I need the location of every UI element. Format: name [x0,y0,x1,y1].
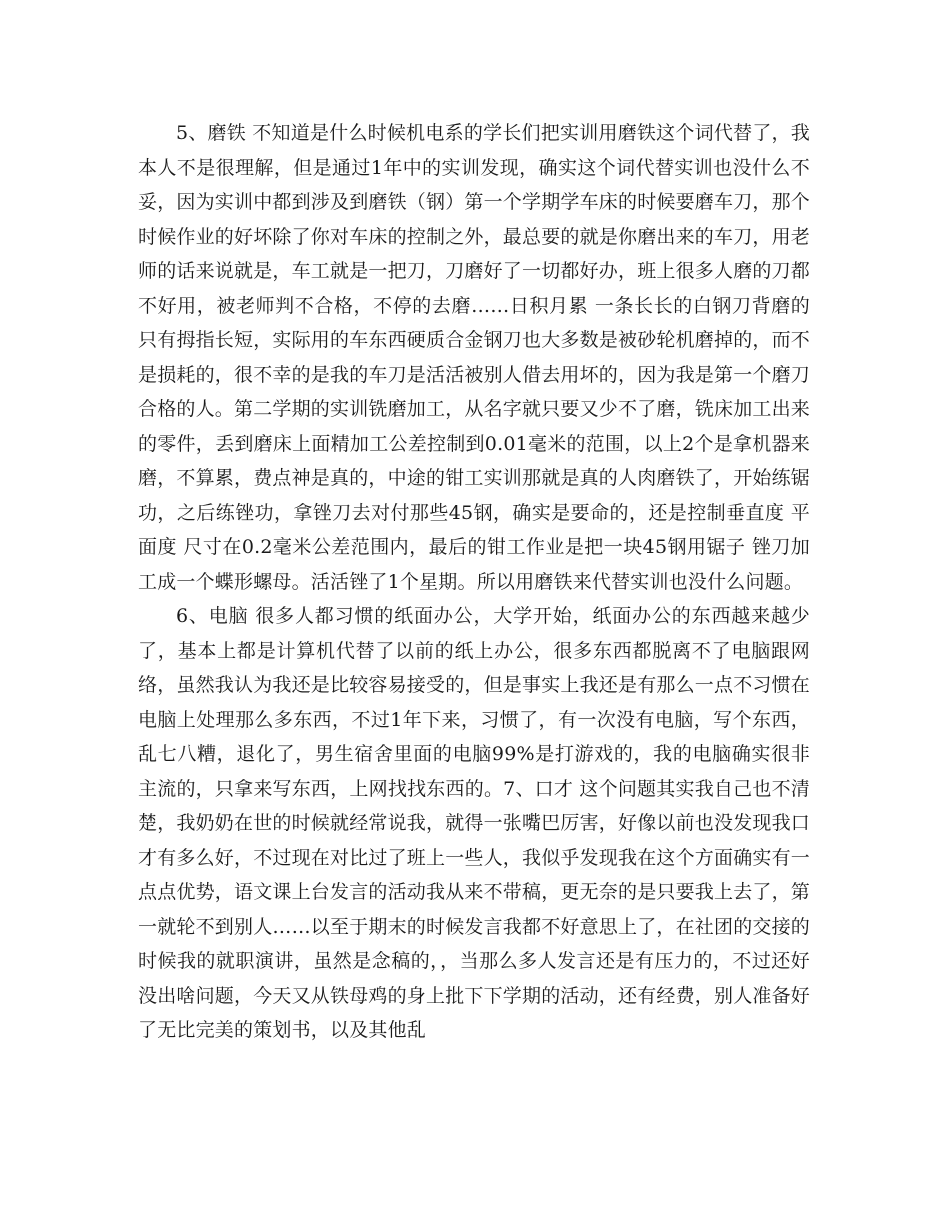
paragraph-grinding-iron: 5、磨铁 不知道是什么时候机电系的学长们把实训用磨铁这个词代替了，我本人不是很理解，但是通过1年中的实训发现，确实这个词代替实训也没什么不妥，因为实训中都到涉及到磨铁（钢）第一个学期学车床的时候要磨车刀，那个时候作业的好坏除了你对车床的控制之外，最总要的就是你磨出来的车刀，用老师的话来说就是，车工就是一把刀，刀磨好了一切都好办，班上很多人磨的刀都不好用，被老师判不合格，不停的去磨……日积月累 一条长长的白钢刀背磨的只有拇指长短，实际用的车东西硬质合金钢刀也大多数是被砂轮机磨掉的，而不是损耗的，很不幸的是我的车刀是活活被别人借去用坏的，因为我是第一个磨刀合格的人。第二学期的实训铣磨加工，从名字就只要又少不了磨，铣床加工出来的零件，丢到磨床上面精加工公差控制到0.01毫米的范围，以上2个是拿机器来磨，不算累，费点神是真的，中途的钳工实训那就是真的人肉磨铁了，开始练锯功，之后练锉功，拿锉刀去对付那些45钢，确实是要命的，还是控制垂直度 平面度 尺寸在0.2毫米公差范围内，最后的钳工作业是把一块45钢用锯子 锉刀加工成一个蝶形螺母。活活锉了1个星期。所以用磨铁来代替实训也没什么问题。 [138,122,811,593]
document-body [138,116,810,1048]
paragraph-computer-eloquence: 6、电脑 很多人都习惯的纸面办公，大学开始，纸面办公的东西越来越少了，基本上都是计算机代替了以前的纸上办公，很多东西都脱离不了电脑跟网络，虽然我认为我还是比较容易接受的，但是事实上我还是有那么一点不习惯在电脑上处理那么多东西，不过1年下来，习惯了，有一次没有电脑，写个东西，乱七八糟，退化了，男生宿舍里面的电脑99%是打游戏的，我的电脑确实很非主流的，只拿来写东西，上网找找东西的。7、口才 这个问题其实我自己也不清楚，我奶奶在世的时候就经常说我，就得一张嘴巴厉害，好像以前也没发现我口才有多么好，不过现在对比过了班上一些人，我似乎发现我在这个方面确实有一点点优势，语文课上台发言的活动我从来不带稿，更无奈的是只要我上去了，第一就轮不到别人……以至于期末的时候发言我都不好意思上了，在社团的交接的时候我的就职演讲，虽然是念稿的，，当那么多人发言还是有压力的，不过还好没出啥问题，今天又从铁母鸡的身上批下下学期的活动，还有经费，别人准备好了无比完美的策划书，以及其他乱 [138,605,811,1041]
